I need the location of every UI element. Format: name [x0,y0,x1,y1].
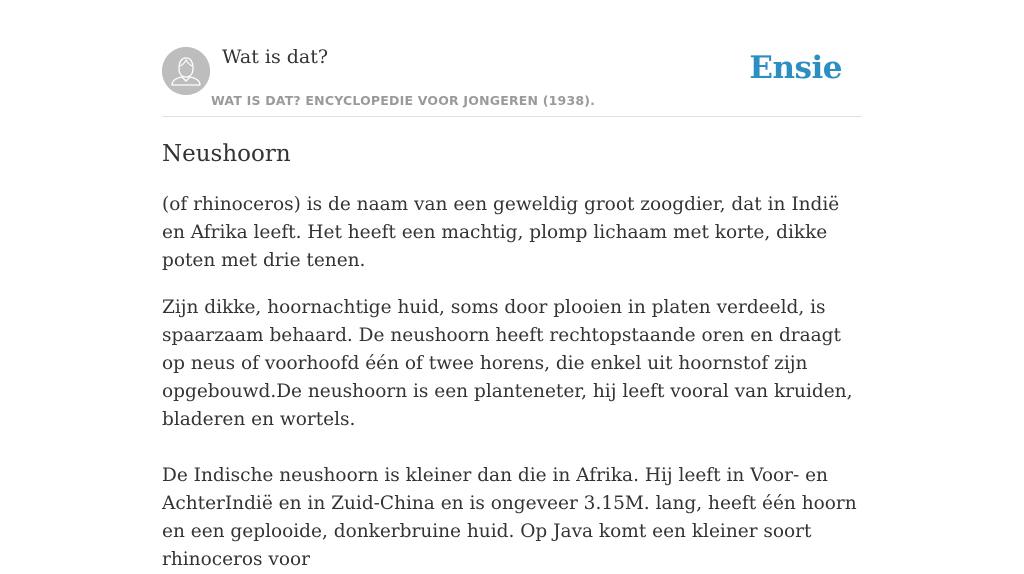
article-paragraph-2: Zijn dikke, hoornachtige huid, soms door plooien in platen verdeeld, is spaarzaam behaard. De neushoorn heeft rechtopstaande oren en draagt op neus of voorhoofd één of twee horens, die enkel uit hoornstof zijn opgebouwd.De neushoorn is een planteneter, hij leeft vooral van kruiden, bladeren en wortels. [162,297,853,430]
article-paragraph-1: (of rhinoceros) is de naam van een geweldig groot zoogdier, dat in Indië en Afrika leeft. Het heeft een machtig, plomp lichaam met korte, dikke poten met drie tenen. [162,194,840,271]
ensie-logo-link[interactable]: Ensie [749,50,842,86]
user-avatar-icon[interactable] [162,47,210,95]
article-content [162,138,862,574]
source-subtitle: WAT IS DAT? ENCYCLOPEDIE VOOR JONGEREN (1938). [211,93,596,108]
entry-title: Neushoorn [162,141,291,167]
person-outline-icon [162,47,210,95]
source-header [162,0,862,117]
source-title-link[interactable]: Wat is dat? [222,46,329,68]
article-paragraph-3: De Indische neushoorn is kleiner dan die in Afrika. Hij leeft in Voor- en AchterIndië en in Zuid-China en is ongeveer 3.15M. lang, heeft één hoorn en een geplooide, donkerbruine huid. Op Java komt een kleiner soort rhinoceros voor [162,465,857,570]
